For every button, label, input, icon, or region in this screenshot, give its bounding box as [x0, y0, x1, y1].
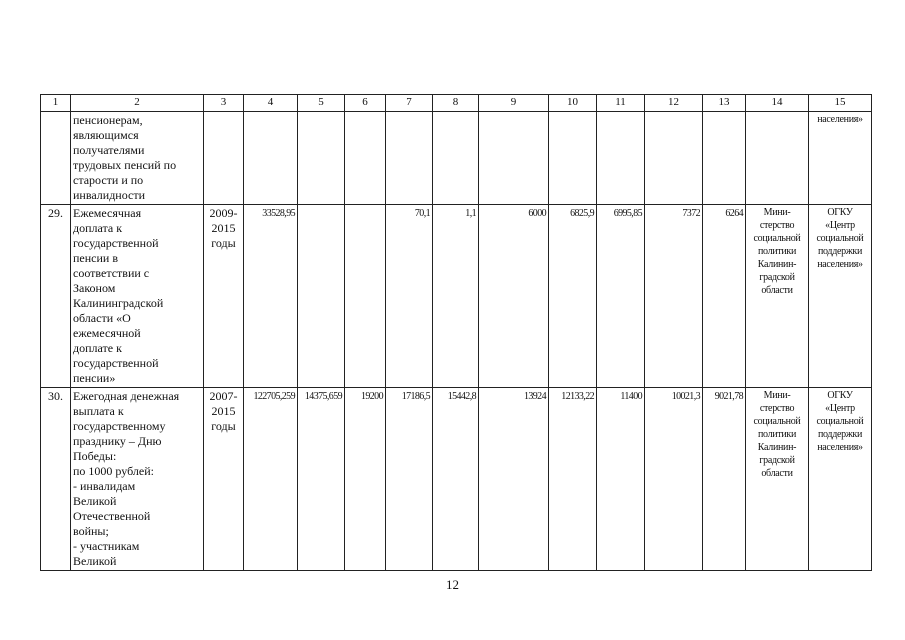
value-cell	[386, 112, 433, 205]
organization-line: «Центр	[825, 403, 855, 414]
header-cell: 9	[479, 95, 549, 112]
header-cell: 5	[298, 95, 345, 112]
ministry-line: социальной	[753, 416, 801, 427]
header-cell: 12	[645, 95, 703, 112]
description-line: по 1000 рублей:	[73, 464, 154, 478]
value-cell	[703, 112, 746, 205]
ministry-line: политики	[757, 246, 797, 257]
organization-line: ОГКУ	[827, 390, 853, 401]
ministry-line: стерство	[759, 220, 795, 231]
description-line: Отечественной	[73, 509, 151, 523]
ministry-line: Калинин-	[757, 442, 797, 453]
value-cell: 9021,78	[703, 388, 746, 571]
ministry-line: градской	[759, 272, 795, 283]
organization-cell	[809, 388, 872, 571]
description-cell	[71, 112, 204, 205]
ministry-line: Мини-	[763, 207, 791, 218]
header-cell: 15	[809, 95, 872, 112]
description-line: Ежемесячная	[73, 206, 142, 220]
header-cell: 4	[244, 95, 298, 112]
value-cell: 7372	[645, 205, 703, 388]
description-line: Победы:	[73, 449, 117, 463]
value-cell: 17186,5	[386, 388, 433, 571]
period-cell	[204, 112, 244, 205]
ministry-line: градской	[759, 455, 795, 466]
organization-cell	[809, 205, 872, 388]
table-row-29	[41, 205, 872, 388]
description-line: Законом	[73, 281, 116, 295]
page-number: 12	[446, 577, 459, 592]
value-cell: 70,1	[386, 205, 433, 388]
period-line: 2015	[211, 221, 236, 235]
continuation-row	[41, 112, 872, 205]
description-line: государственному	[73, 419, 166, 433]
description-line: ежемесячной	[73, 326, 141, 340]
value-cell	[298, 112, 345, 205]
period-line: 2009-	[209, 206, 238, 220]
organization-line: поддержки	[817, 246, 863, 257]
header-cell: 11	[597, 95, 645, 112]
header-cell: 10	[549, 95, 597, 112]
organization-line: населения»	[817, 259, 863, 270]
organization-line: социальной	[816, 416, 864, 427]
description-line: государственной	[73, 236, 159, 250]
value-cell	[345, 112, 386, 205]
value-cell: 11400	[597, 388, 645, 571]
organization-line: «Центр	[825, 220, 855, 231]
description-line: пенсии»	[73, 371, 116, 385]
value-cell: 33528,95	[244, 205, 298, 388]
header-row	[41, 95, 872, 112]
header-cell: 3	[204, 95, 244, 112]
description-line: государственной	[73, 356, 159, 370]
header-cell: 7	[386, 95, 433, 112]
header-cell: 14	[746, 95, 809, 112]
ministry-cell	[746, 388, 809, 571]
ministry-line: политики	[757, 429, 797, 440]
header-cell: 2	[71, 95, 204, 112]
period-line: 2007-	[209, 389, 238, 403]
period-line: годы	[211, 236, 236, 250]
value-cell: 122705,259	[244, 388, 298, 571]
organization-line: населения»	[817, 114, 863, 125]
description-line: Великой	[73, 554, 117, 568]
header-cell: 13	[703, 95, 746, 112]
value-cell: 15442,8	[433, 388, 479, 571]
description-line: являющимся	[73, 128, 139, 142]
header-cell: 1	[41, 95, 71, 112]
description-line: доплата к	[73, 221, 123, 235]
description-line: пенсии в	[73, 251, 119, 265]
value-cell: 14375,659	[298, 388, 345, 571]
description-cell	[71, 388, 204, 571]
value-cell: 6995,85	[597, 205, 645, 388]
table-row-30	[41, 388, 872, 571]
value-cell	[597, 112, 645, 205]
value-cell	[244, 112, 298, 205]
description-line: получателями	[73, 143, 145, 157]
description-cell	[71, 205, 204, 388]
value-cell: 6264	[703, 205, 746, 388]
value-cell: 6000	[479, 205, 549, 388]
organization-line: поддержки	[817, 429, 863, 440]
ministry-line: Мини-	[763, 390, 791, 401]
period-cell	[204, 388, 244, 571]
header-cell: 6	[345, 95, 386, 112]
ministry-line: стерство	[759, 403, 795, 414]
value-cell: 1,1	[433, 205, 479, 388]
header-cell: 8	[433, 95, 479, 112]
organization-cell	[809, 112, 872, 205]
description-line: Ежегодная денежная	[73, 389, 180, 403]
period-cell	[204, 205, 244, 388]
value-cell	[433, 112, 479, 205]
row-number-cell	[41, 112, 71, 205]
description-line: доплате к	[73, 341, 122, 355]
ministry-line: Калинин-	[757, 259, 797, 270]
description-line: празднику – Дню	[73, 434, 162, 448]
description-line: инвалидности	[73, 188, 146, 202]
row-number-cell: 29.	[41, 205, 71, 388]
value-cell	[479, 112, 549, 205]
ministry-cell	[746, 112, 809, 205]
ministry-cell	[746, 205, 809, 388]
value-cell	[298, 205, 345, 388]
description-line: трудовых пенсий по	[73, 158, 177, 172]
value-cell	[345, 205, 386, 388]
value-cell: 12133,22	[549, 388, 597, 571]
value-cell: 13924	[479, 388, 549, 571]
value-cell	[645, 112, 703, 205]
description-line: пенсионерам,	[73, 113, 143, 127]
organization-line: ОГКУ	[827, 207, 853, 218]
value-cell: 19200	[345, 388, 386, 571]
description-line: войны;	[73, 524, 109, 538]
description-line: соответствии с	[73, 266, 150, 280]
organization-line: населения»	[817, 442, 863, 453]
value-cell: 6825,9	[549, 205, 597, 388]
description-line: - инвалидам	[73, 479, 136, 493]
row-number-cell: 30.	[41, 388, 71, 571]
period-line: годы	[211, 419, 236, 433]
description-line: выплата к	[73, 404, 124, 418]
period-line: 2015	[211, 404, 236, 418]
value-cell: 10021,3	[645, 388, 703, 571]
description-line: области «О	[73, 311, 131, 325]
value-cell	[549, 112, 597, 205]
description-line: Калининградской	[73, 296, 164, 310]
ministry-line: области	[761, 468, 793, 479]
budget-table	[40, 94, 872, 571]
description-line: - участникам	[73, 539, 140, 553]
ministry-line: социальной	[753, 233, 801, 244]
organization-line: социальной	[816, 233, 864, 244]
ministry-line: области	[761, 285, 793, 296]
description-line: старости и по	[73, 173, 144, 187]
description-line: Великой	[73, 494, 117, 508]
